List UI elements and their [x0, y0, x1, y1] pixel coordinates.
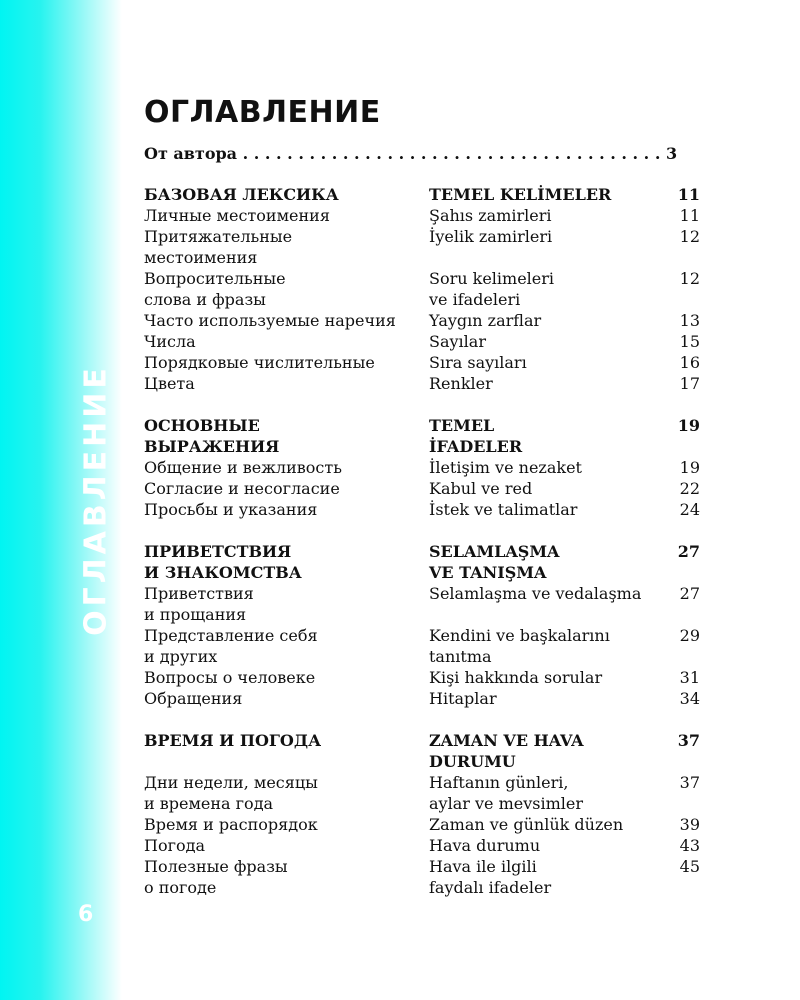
turkish-title-line: Yaygın zarflar	[429, 311, 542, 330]
russian-title-line: и времена года	[144, 794, 274, 813]
page-ref: 43	[679, 836, 700, 855]
russian-title-line: местоимения	[144, 248, 258, 267]
russian-title-line: Приветствия	[144, 584, 254, 603]
turkish-title-line: Zaman ve günlük düzen	[429, 815, 624, 834]
turkish-title-line: tanıtma	[429, 647, 492, 666]
russian-title-line: Притяжательные	[144, 227, 293, 246]
russian-title	[144, 667, 429, 688]
page-ref: 27	[677, 542, 700, 561]
turkish-title-line: SELAMLAŞMA	[429, 542, 560, 561]
russian-title	[144, 688, 429, 709]
toc-section	[144, 184, 700, 394]
russian-title	[144, 835, 429, 856]
turkish-title-line: Kişi hakkında sorular	[429, 668, 603, 687]
russian-title	[144, 226, 429, 268]
toc-section	[144, 541, 700, 709]
page-ref: 45	[679, 857, 700, 876]
page-ref: 11	[679, 206, 700, 225]
turkish-title	[429, 205, 674, 226]
sidebar-band	[0, 0, 122, 1000]
page-ref: 27	[679, 584, 700, 603]
toc-section-header	[144, 184, 700, 205]
turkish-title-line: aylar ve mevsimler	[429, 794, 583, 813]
turkish-title	[429, 268, 674, 310]
russian-title-line: ВЫРАЖЕНИЯ	[144, 437, 280, 456]
toc-entry	[144, 373, 700, 394]
turkish-title	[429, 457, 674, 478]
turkish-title	[429, 835, 674, 856]
turkish-title-line: ve ifadeleri	[429, 290, 521, 309]
russian-title-line: Просьбы и указания	[144, 500, 318, 519]
russian-title	[144, 625, 429, 667]
russian-title	[144, 583, 429, 625]
toc-entry	[144, 226, 700, 268]
turkish-title-line: Kabul ve red	[429, 479, 533, 498]
toc-section-header	[144, 541, 700, 583]
toc-entry	[144, 310, 700, 331]
turkish-title	[429, 541, 674, 583]
turkish-title	[429, 499, 674, 520]
page-ref: 17	[679, 374, 700, 393]
toc-entry	[144, 667, 700, 688]
turkish-title	[429, 625, 674, 667]
russian-title-line: Погода	[144, 836, 205, 855]
turkish-title-line: Şahıs zamirleri	[429, 206, 552, 225]
turkish-title-line: İletişim ve nezaket	[429, 458, 582, 477]
russian-title	[144, 268, 429, 310]
russian-title-line: ОСНОВНЫЕ	[144, 416, 260, 435]
russian-title-line: Вопросительные	[144, 269, 286, 288]
russian-title-line: Дни недели, месяцы	[144, 773, 318, 792]
turkish-title	[429, 772, 674, 814]
toc-section	[144, 415, 700, 520]
toc-entry	[144, 205, 700, 226]
russian-title-line: Личные местоимения	[144, 206, 330, 225]
russian-title-line: Согласие и несогласие	[144, 479, 340, 498]
toc-entry	[144, 688, 700, 709]
page-ref: 12	[679, 269, 700, 288]
turkish-title-line: Renkler	[429, 374, 493, 393]
russian-title-line: о погоде	[144, 878, 217, 897]
page-ref: 19	[677, 416, 700, 435]
russian-title-line: Обращения	[144, 689, 243, 708]
russian-title-line: Время и распорядок	[144, 815, 318, 834]
russian-title	[144, 310, 429, 331]
turkish-title-line: TEMEL KELİMELER	[429, 185, 612, 204]
toc-author-entry: От автора . . . . . . . . . . . . . . . . . . . . . . . . . . . . . . . . . . . . . . 3	[144, 144, 678, 163]
russian-title-line: Представление себя	[144, 626, 318, 645]
russian-title	[144, 457, 429, 478]
page-ref: 11	[677, 185, 700, 204]
turkish-title-line: ZAMAN VE HAVA	[429, 731, 584, 750]
turkish-title-line: Selamlaşma ve vedalaşma	[429, 584, 642, 603]
russian-title	[144, 184, 429, 205]
page-ref: 19	[679, 458, 700, 477]
russian-title	[144, 478, 429, 499]
russian-title-line: Числа	[144, 332, 196, 351]
russian-title	[144, 730, 429, 772]
russian-title	[144, 814, 429, 835]
turkish-title-line: Soru kelimeleri	[429, 269, 555, 288]
page-ref: 39	[679, 815, 700, 834]
russian-title	[144, 856, 429, 898]
turkish-title	[429, 583, 674, 625]
page-ref: 31	[679, 668, 700, 687]
russian-title-line: и других	[144, 647, 218, 666]
turkish-title-line: Hitaplar	[429, 689, 497, 708]
toc-entry	[144, 625, 700, 667]
turkish-title	[429, 352, 674, 373]
page-ref: 15	[679, 332, 700, 351]
toc-entry	[144, 331, 700, 352]
russian-title	[144, 541, 429, 583]
toc-entry	[144, 772, 700, 814]
russian-title-line: ВРЕМЯ И ПОГОДА	[144, 731, 322, 750]
russian-title-line: слова и фразы	[144, 290, 266, 309]
russian-title	[144, 415, 429, 457]
page-ref: 29	[679, 626, 700, 645]
turkish-title-line: Haftanın günleri,	[429, 773, 569, 792]
turkish-title	[429, 856, 674, 898]
turkish-title	[429, 688, 674, 709]
russian-title	[144, 373, 429, 394]
toc-section-header	[144, 730, 700, 772]
page-ref: 34	[679, 689, 700, 708]
turkish-title-line: TEMEL	[429, 416, 495, 435]
toc-entry	[144, 499, 700, 520]
turkish-title	[429, 310, 674, 331]
toc-entry	[144, 814, 700, 835]
turkish-title-line: faydalı ifadeler	[429, 878, 552, 897]
russian-title-line: Часто используемые наречия	[144, 311, 396, 330]
turkish-title	[429, 331, 674, 352]
table-of-contents	[144, 184, 700, 919]
page-ref: 37	[679, 773, 700, 792]
russian-title-line: И ЗНАКОМСТВА	[144, 563, 302, 582]
page-number: 6	[78, 902, 94, 927]
russian-title-line: Общение и вежливость	[144, 458, 342, 477]
page-ref: 16	[679, 353, 700, 372]
turkish-title-line: Hava ile ilgili	[429, 857, 537, 876]
toc-entry	[144, 268, 700, 310]
toc-entry	[144, 457, 700, 478]
turkish-title	[429, 730, 674, 772]
turkish-title-line: VE TANIŞMA	[429, 563, 547, 582]
turkish-title-line: Sıra sayıları	[429, 353, 527, 372]
page-ref: 13	[679, 311, 700, 330]
turkish-title-line: İstek ve talimatlar	[429, 500, 578, 519]
toc-entry	[144, 352, 700, 373]
page-ref: 37	[677, 731, 700, 750]
russian-title-line: Порядковые числительные	[144, 353, 375, 372]
turkish-title	[429, 415, 674, 457]
russian-title	[144, 772, 429, 814]
russian-title	[144, 499, 429, 520]
page-ref: 22	[679, 479, 700, 498]
russian-title-line: Вопросы о человеке	[144, 668, 316, 687]
russian-title	[144, 331, 429, 352]
russian-title-line: Цвета	[144, 374, 195, 393]
toc-entry	[144, 583, 700, 625]
turkish-title	[429, 814, 674, 835]
page-ref: 12	[679, 227, 700, 246]
turkish-title	[429, 373, 674, 394]
russian-title	[144, 205, 429, 226]
turkish-title-line: İyelik zamirleri	[429, 227, 553, 246]
toc-section-header	[144, 415, 700, 457]
page-ref: 24	[679, 500, 700, 519]
turkish-title	[429, 667, 674, 688]
russian-title	[144, 352, 429, 373]
russian-title-line: и прощания	[144, 605, 247, 624]
toc-entry	[144, 835, 700, 856]
turkish-title-line: Hava durumu	[429, 836, 541, 855]
turkish-title-line: DURUMU	[429, 752, 516, 771]
russian-title-line: ПРИВЕТСТВИЯ	[144, 542, 292, 561]
turkish-title-line: Kendini ve başkalarını	[429, 626, 610, 645]
turkish-title-line: Sayılar	[429, 332, 486, 351]
toc-entry	[144, 856, 700, 898]
page-title: ОГЛАВЛЕНИЕ	[144, 95, 381, 130]
russian-title-line: БАЗОВАЯ ЛЕКСИКА	[144, 185, 339, 204]
turkish-title-line: İFADELER	[429, 437, 523, 456]
turkish-title	[429, 226, 674, 268]
turkish-title	[429, 184, 674, 205]
toc-entry	[144, 478, 700, 499]
sidebar-vertical-title: ОГЛАВЛЕНИЕ	[78, 364, 114, 636]
russian-title-line: Полезные фразы	[144, 857, 288, 876]
toc-section	[144, 730, 700, 898]
turkish-title	[429, 478, 674, 499]
